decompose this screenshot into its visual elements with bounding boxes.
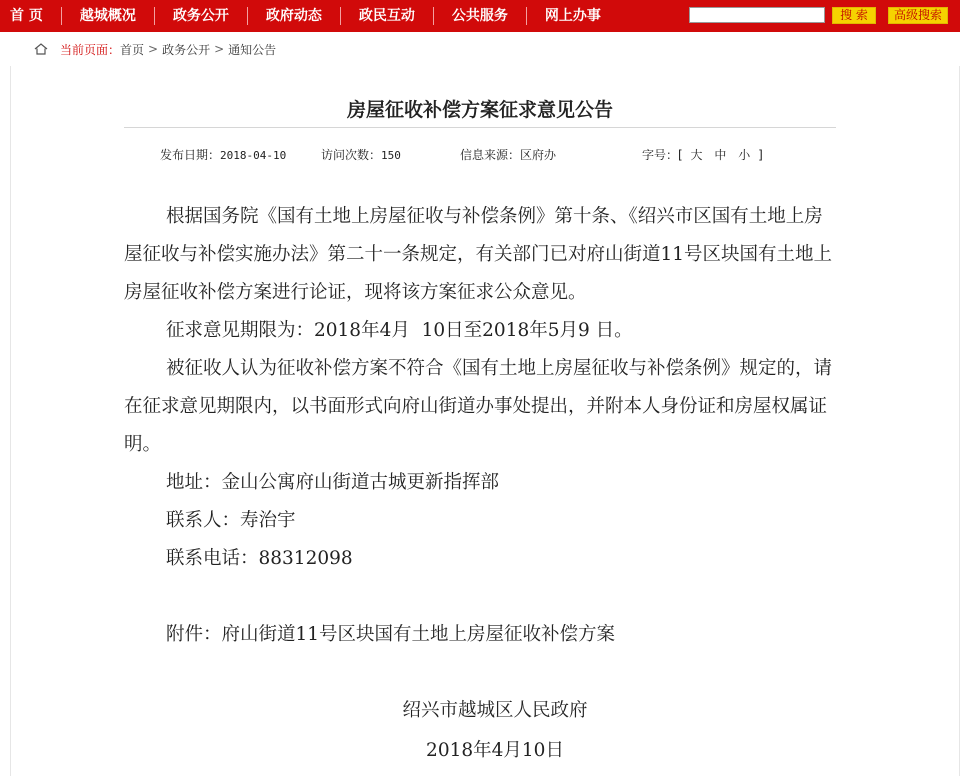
main-nav <box>0 0 613 32</box>
font-size-selector <box>642 146 763 163</box>
visit-count-value: 150 <box>381 149 401 162</box>
breadcrumb <box>34 40 276 58</box>
contact-phone: 联系电话：88312098 <box>166 548 353 569</box>
nav-divider <box>433 7 434 25</box>
info-source-label: 信息来源： <box>460 148 521 162</box>
nav-divider <box>154 7 155 25</box>
breadcrumb-home[interactable]: 首页 <box>120 42 145 57</box>
contact-address: 地址：金山公寓府山街道古城更新指挥部 <box>166 472 500 493</box>
search-button[interactable]: 搜 索 <box>832 7 876 24</box>
publish-date-value: 2018-04-10 <box>220 149 287 162</box>
contact-person: 联系人：寿治宇 <box>166 510 296 531</box>
breadcrumb-separator: > <box>214 42 225 56</box>
article-body <box>124 198 839 654</box>
font-size-close-bracket: ] <box>758 148 763 162</box>
nav-government-affairs[interactable]: 政务公开 <box>172 8 229 24</box>
visit-count-label: 访问次数： <box>321 148 382 162</box>
nav-district-overview[interactable]: 越城概况 <box>79 8 136 24</box>
nav-public-services[interactable]: 公共服务 <box>451 8 508 24</box>
nav-divider <box>61 7 62 25</box>
nav-public-interaction[interactable]: 政民互动 <box>358 8 415 24</box>
nav-government-news[interactable]: 政府动态 <box>265 8 322 24</box>
nav-divider <box>247 7 248 25</box>
breadcrumb-government-affairs[interactable]: 政务公开 <box>162 42 211 57</box>
breadcrumb-notices[interactable]: 通知公告 <box>228 42 277 57</box>
advanced-search-button[interactable]: 高级搜索 <box>888 7 948 24</box>
article-paragraph: 征求意见期限为：2018年4月 10日至2018年5月9 日。 <box>166 320 633 341</box>
top-nav-bar <box>0 0 960 32</box>
nav-online-services[interactable]: 网上办事 <box>544 8 601 24</box>
home-icon <box>34 43 48 55</box>
publish-date <box>160 146 286 163</box>
article-paragraph: 被征收人认为征收补偿方案不符合《国有土地上房屋征收与补偿条例》规定的，请在征求意见期限内，以书面形式向府山街道办事处提出，并附本人身份证和房屋权属证明。 <box>124 358 833 455</box>
nav-divider <box>340 7 341 25</box>
nav-home[interactable]: 首 页 <box>10 8 43 24</box>
visit-count <box>321 146 401 163</box>
signature-date: 2018年4月10日 <box>426 740 564 761</box>
font-size-large-button[interactable]: 大 <box>690 148 703 162</box>
publish-date-label: 发布日期： <box>160 148 221 162</box>
breadcrumb-separator: > <box>148 42 159 56</box>
nav-divider <box>526 7 527 25</box>
font-size-open-bracket: [ <box>678 148 683 162</box>
article-title: 房屋征收补偿方案征求意见公告 <box>346 99 613 121</box>
font-size-medium-button[interactable]: 中 <box>714 148 727 162</box>
title-divider <box>124 127 836 128</box>
search-input[interactable] <box>689 7 825 23</box>
font-size-label: 字号： <box>642 148 679 162</box>
attachment-link[interactable]: 附件：府山街道11号区块国有土地上房屋征收补偿方案 <box>166 624 616 645</box>
article-paragraph: 根据国务院《国有土地上房屋征收与补偿条例》第十条、《绍兴市区国有土地上房屋征收与补偿实施办法》第二十一条规定，有关部门已对府山街道11号区块国有土地上房屋征收补偿方案进行论证，现将该方案征求公众意见。 <box>124 206 833 303</box>
info-source <box>460 146 556 163</box>
breadcrumb-label: 当前页面： <box>60 42 121 57</box>
signature-organization: 绍兴市越城区人民政府 <box>402 700 588 721</box>
font-size-small-button[interactable]: 小 <box>738 148 751 162</box>
info-source-value: 区府办 <box>520 148 557 162</box>
